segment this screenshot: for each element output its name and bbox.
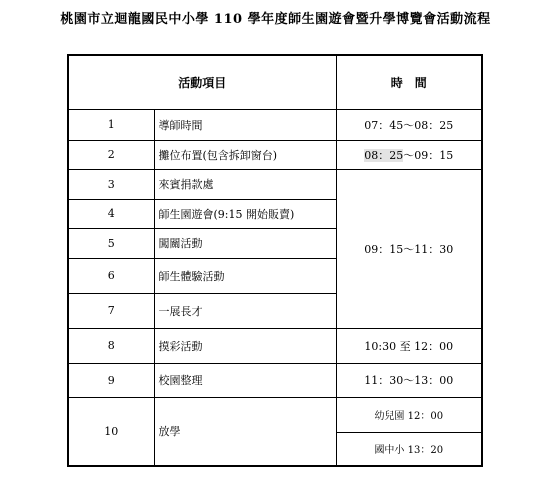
- row-time: 11：30～13：00: [336, 363, 482, 397]
- header-time: 時 間: [336, 55, 482, 109]
- table-row: [68, 109, 482, 140]
- highlighted-time: 08：25: [364, 148, 404, 162]
- row-time-kindergarten: 幼兒園 12：00: [336, 397, 482, 432]
- time-rest: ～09：15: [403, 148, 454, 162]
- row-number: 10: [68, 397, 154, 466]
- row-activity: 攤位布置(包含拆卸窗台): [154, 140, 336, 169]
- row-activity: 師生體驗活動: [154, 258, 336, 293]
- row-number: 6: [68, 258, 154, 293]
- merged-time-cell: 09：15～11：30: [336, 169, 482, 328]
- row-time: 07：45～08：25: [336, 109, 482, 140]
- table-row: [68, 328, 482, 363]
- row-time: [336, 140, 482, 169]
- table-header-row: [68, 55, 482, 109]
- row-activity: 放學: [154, 397, 336, 466]
- row-number: 8: [68, 328, 154, 363]
- table-row: [68, 363, 482, 397]
- row-activity: 校園整理: [154, 363, 336, 397]
- table-row: [68, 169, 482, 199]
- table-row: [68, 140, 482, 169]
- row-number: 5: [68, 228, 154, 258]
- row-activity: 摸彩活動: [154, 328, 336, 363]
- document-title: 桃園市立迴龍國民中小學 110 學年度師生園遊會暨升學博覽會活動流程: [60, 12, 491, 27]
- row-number: 2: [68, 140, 154, 169]
- table-row: [68, 397, 482, 432]
- row-number: 3: [68, 169, 154, 199]
- schedule-table: [67, 54, 483, 467]
- row-number: 7: [68, 293, 154, 328]
- row-number: 4: [68, 199, 154, 228]
- row-number: 1: [68, 109, 154, 140]
- row-time: 10:30 至 12：00: [336, 328, 482, 363]
- row-time-school: 國中小 13：20: [336, 432, 482, 466]
- row-activity: 師生園遊會(9:15 開始販賣): [154, 199, 336, 228]
- row-activity: 導師時間: [154, 109, 336, 140]
- row-activity: 闖關活動: [154, 228, 336, 258]
- header-activity: 活動項目: [68, 55, 336, 109]
- row-activity: 來賓捐款處: [154, 169, 336, 199]
- row-number: 9: [68, 363, 154, 397]
- row-activity: 一展長才: [154, 293, 336, 328]
